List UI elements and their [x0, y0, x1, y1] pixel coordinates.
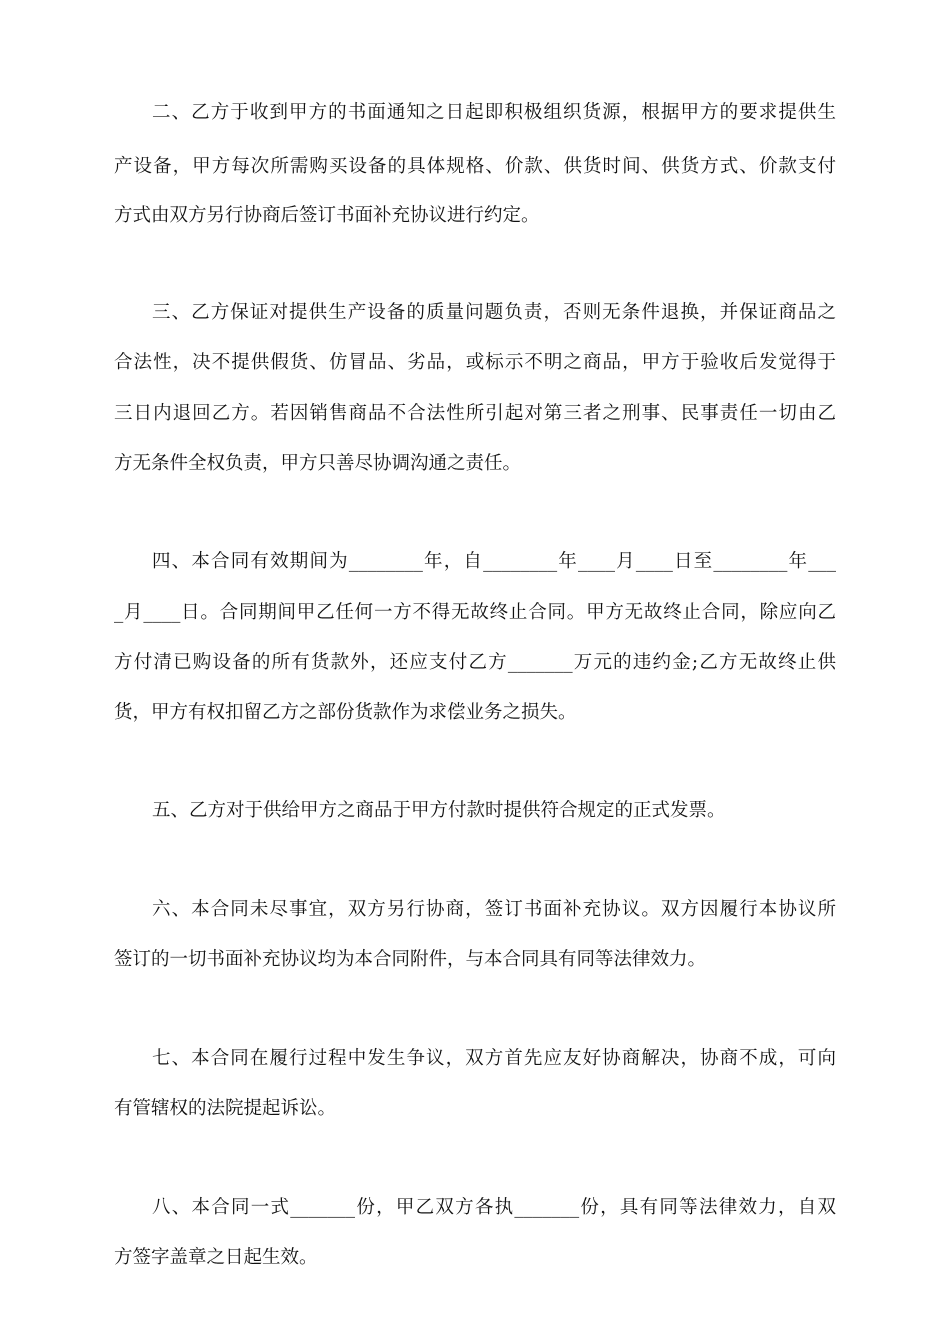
clause-7-line-1: 七、本合同在履行过程中发生争议，双方首先应友好协商解决，协商不成，可向 — [152, 1048, 836, 1069]
clause-4-line-2: _月____日。合同期间甲乙任何一方不得无故终止合同。甲方无故终止合同，除应向乙 — [114, 602, 836, 623]
clause-4-line-1: 四、本合同有效期间为________年，自________年____月____日至________年___ — [152, 551, 836, 572]
clause-8-line-2: 方签字盖章之日起生效。 — [114, 1247, 318, 1268]
clause-3-line-2: 合法性，决不提供假货、仿冒品、劣品，或标示不明之商品，甲方于验收后发觉得于 — [114, 352, 836, 373]
clause-2-line-3: 方式由双方另行协商后签订书面补充协议进行约定。 — [114, 205, 540, 226]
clause-6-line-2: 签订的一切书面补充协议均为本合同附件，与本合同具有同等法律效力。 — [114, 949, 707, 970]
clause-8-line-1: 八、本合同一式_______份，甲乙双方各执_______份，具有同等法律效力，自双 — [152, 1197, 836, 1218]
clause-4-line-4: 货，甲方有权扣留乙方之部份货款作为求偿业务之损失。 — [114, 702, 577, 723]
clause-3-line-3: 三日内退回乙方。若因销售商品不合法性所引起对第三者之刑事、民事责任一切由乙 — [114, 403, 836, 424]
clause-2-line-1: 二、乙方于收到甲方的书面通知之日起即积极组织货源，根据甲方的要求提供生 — [152, 102, 836, 123]
clause-3-line-1: 三、乙方保证对提供生产设备的质量问题负责，否则无条件退换，并保证商品之 — [152, 302, 836, 323]
clause-7-line-2: 有管辖权的法院提起诉讼。 — [114, 1098, 337, 1119]
clause-5-line-1: 五、乙方对于供给甲方之商品于甲方付款时提供符合规定的正式发票。 — [152, 800, 726, 821]
clause-6-line-1: 六、本合同未尽事宜，双方另行协商，签订书面补充协议。双方因履行本协议所 — [152, 899, 836, 920]
clause-4-line-3: 方付清已购设备的所有货款外，还应支付乙方_______万元的违约金;乙方无故终止供 — [114, 652, 836, 673]
clause-2-line-2: 产设备，甲方每次所需购买设备的具体规格、价款、供货时间、供货方式、价款支付 — [114, 156, 836, 177]
clause-3-line-4: 方无条件全权负责，甲方只善尽协调沟通之责任。 — [114, 453, 522, 474]
